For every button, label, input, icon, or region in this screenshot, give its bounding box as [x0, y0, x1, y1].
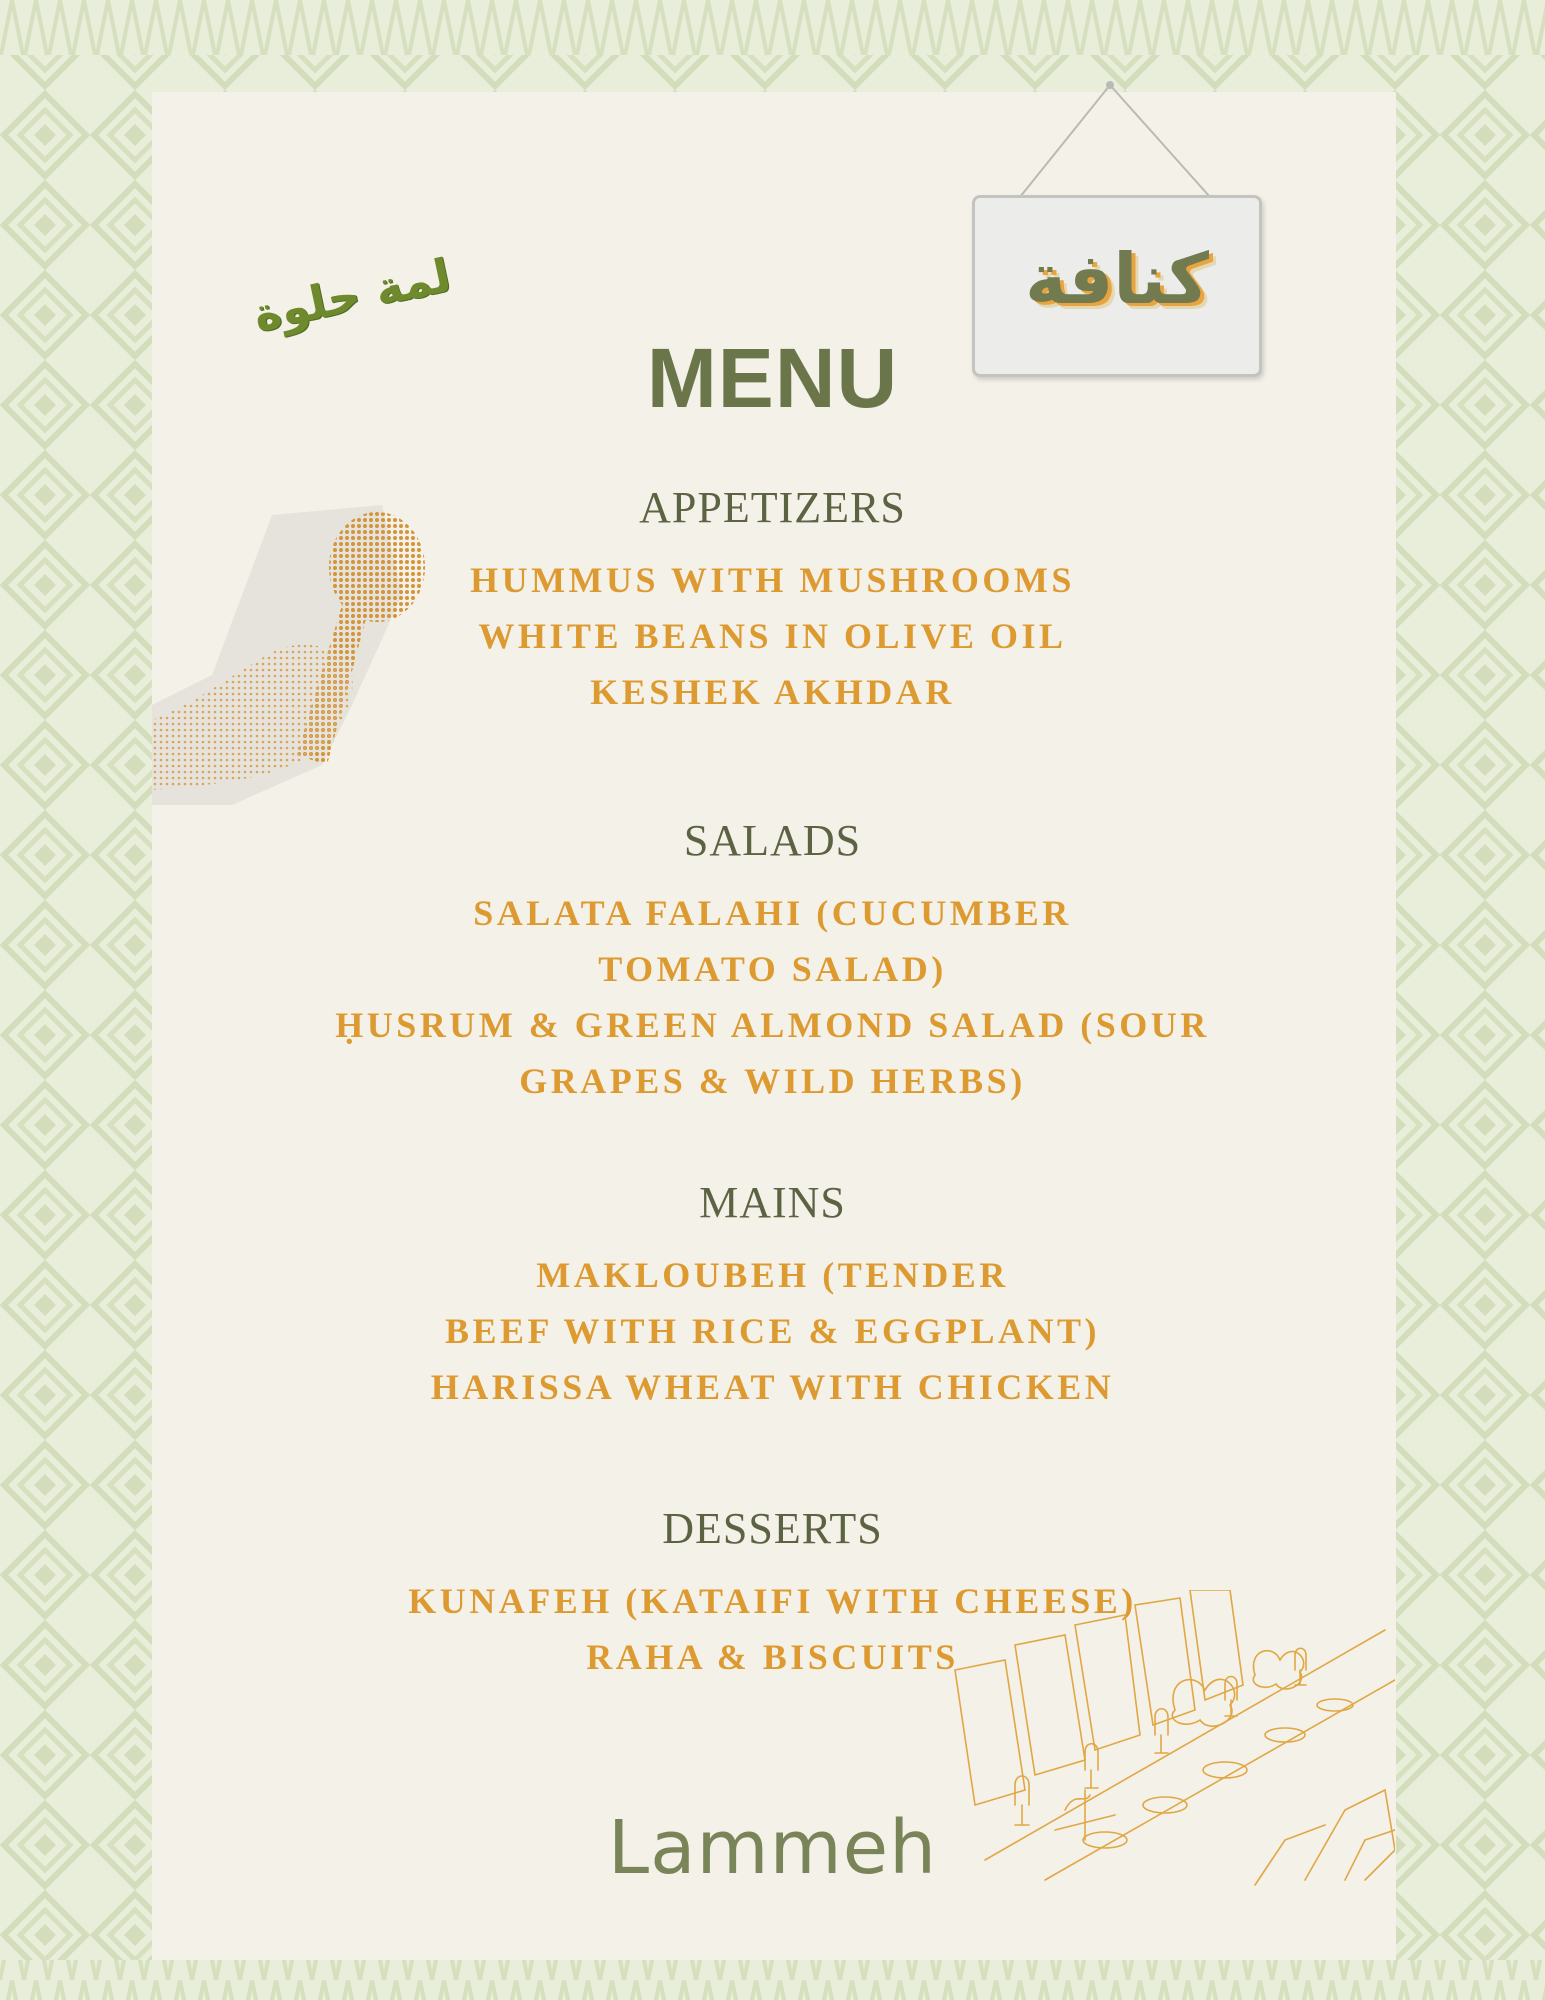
brand-logo-text: Lammeh: [607, 1805, 938, 1891]
menu-title: MENU: [646, 331, 899, 425]
menu-item: WHITE BEANS IN OLIVE OIL: [478, 616, 1067, 656]
arabic-calligraphy: لمة حلوة: [248, 247, 456, 343]
section-heading-appetizers: APPETIZERS: [639, 483, 906, 532]
section-salads: [0, 815, 1545, 1109]
menu-item: KESHEK AKHDAR: [590, 672, 955, 712]
section-mains: [0, 1177, 1545, 1415]
section-heading-mains: MAINS: [699, 1178, 846, 1227]
menu-item: KUNAFEH (KATAIFI WITH CHEESE): [408, 1581, 1137, 1621]
section-heading-desserts: DESSERTS: [662, 1504, 883, 1553]
menu-item: RAHA & BISCUITS: [586, 1637, 959, 1677]
menu-item: BEEF WITH RICE & EGGPLANT): [444, 1311, 1101, 1351]
sign-string: [1010, 75, 1220, 200]
menu-item: HUMMUS WITH MUSHROOMS: [470, 560, 1075, 600]
menu-item: ḤUSRUM & GREEN ALMOND SALAD (SOUR: [335, 1005, 1210, 1045]
section-appetizers: [0, 482, 1545, 720]
sign-arabic-text: كنافة: [1025, 238, 1209, 320]
menu-item: MAKLOUBEH (TENDER: [536, 1255, 1009, 1295]
menu-item: HARISSA WHEAT WITH CHICKEN: [430, 1367, 1115, 1407]
menu-item: SALATA FALAHI (CUCUMBER: [473, 893, 1072, 933]
menu-item: TOMATO SALAD): [598, 949, 947, 989]
menu-item: GRAPES & WILD HERBS): [519, 1061, 1026, 1101]
section-heading-salads: SALADS: [683, 816, 862, 865]
